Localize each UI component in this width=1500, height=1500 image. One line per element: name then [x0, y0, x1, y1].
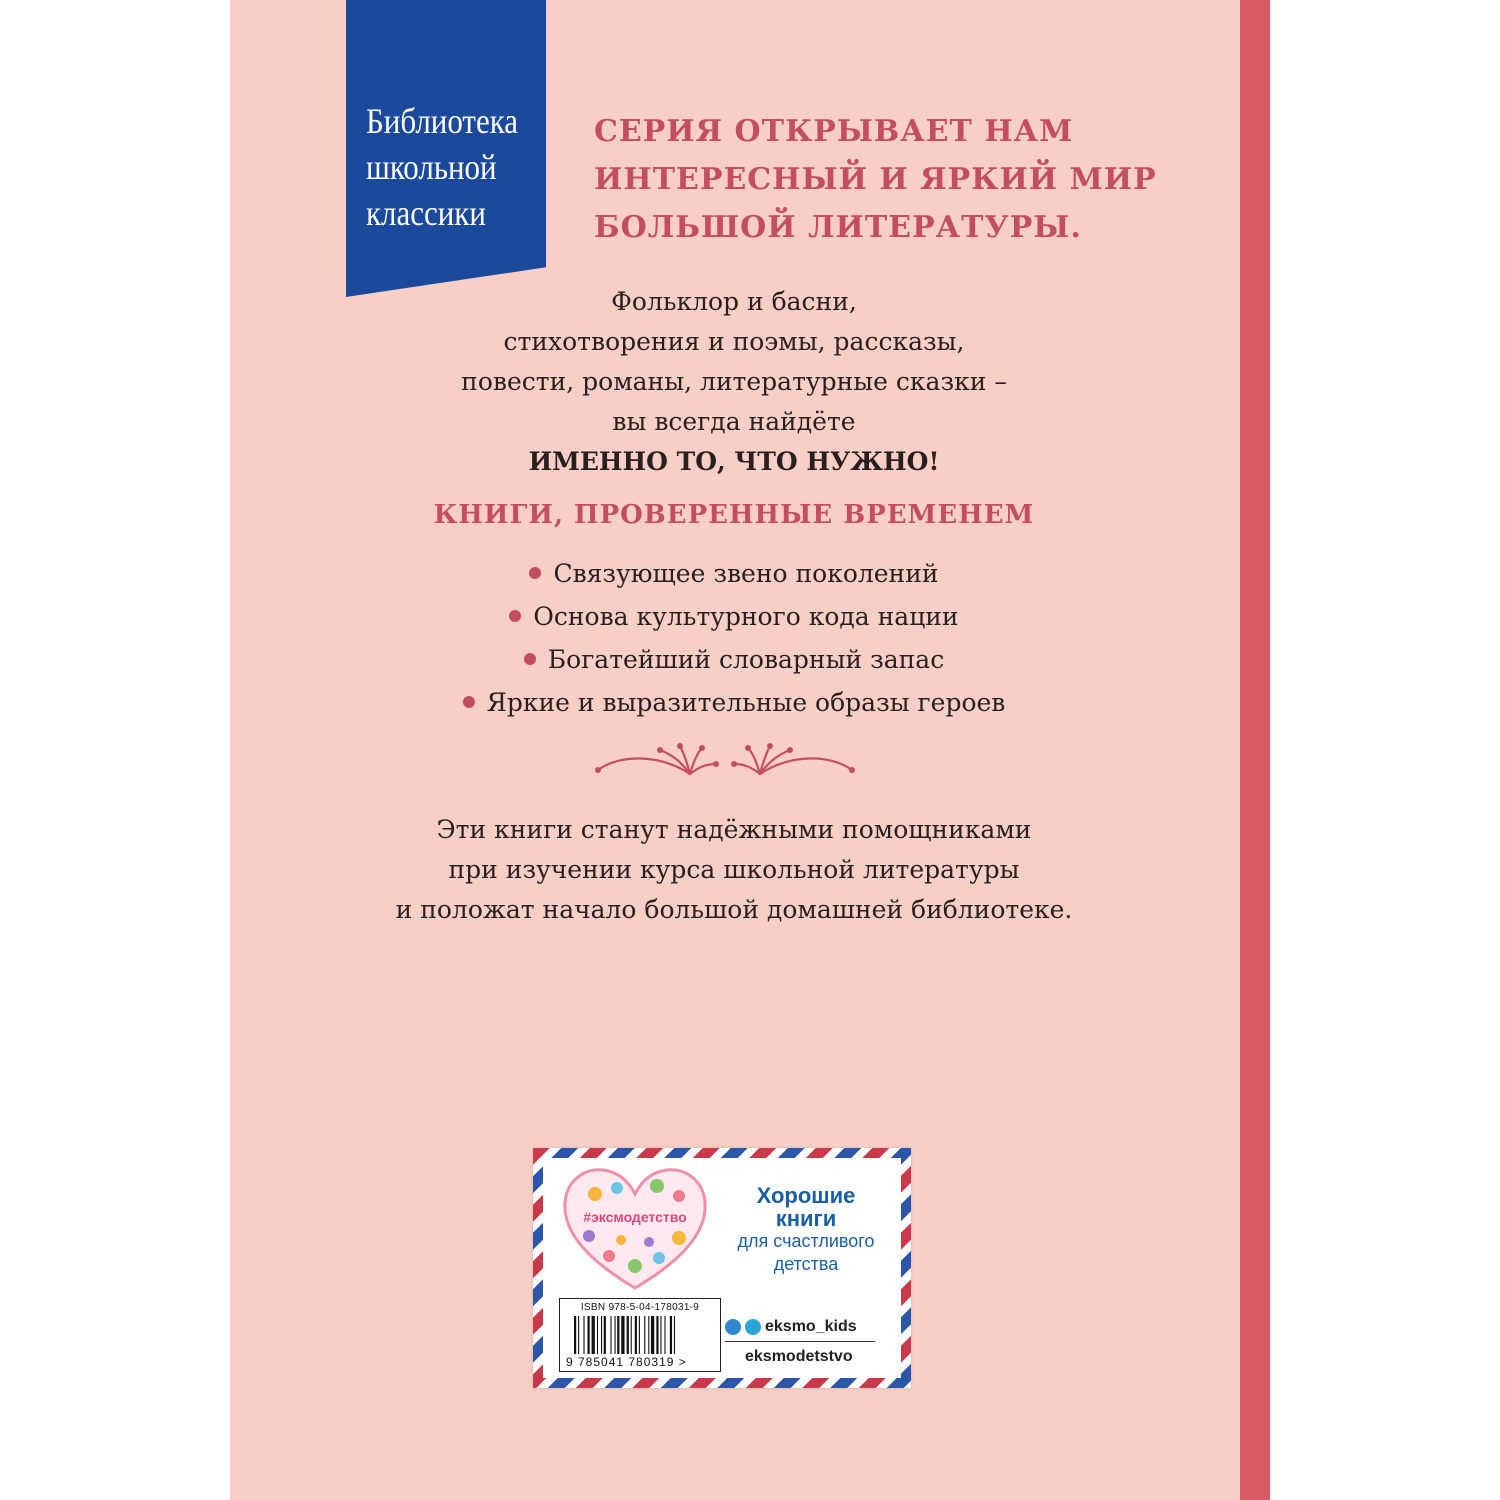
bullet-item	[346, 595, 1122, 638]
publisher-label	[533, 1148, 911, 1388]
ribbon-line: школьной	[366, 147, 497, 187]
intro-line: вы всегда найдёте	[612, 407, 856, 436]
flourish-ornament-icon	[590, 740, 860, 786]
tagline-line: книги	[775, 1206, 837, 1231]
isbn-number: ISBN 978-5-04-178031-9	[580, 1302, 700, 1313]
telegram-icon	[745, 1319, 761, 1335]
intro-paragraph	[346, 282, 1122, 482]
outro-line: при изучении курса школьной литературы	[448, 855, 1020, 884]
intro-line: стихотворения и поэмы, рассказы,	[503, 327, 965, 356]
heart-collage-icon	[561, 1166, 709, 1292]
social-links	[725, 1318, 895, 1366]
publisher-label-inner	[543, 1158, 901, 1378]
vk-icon	[725, 1319, 741, 1335]
bullet-text: Богатейший словарный запас	[547, 645, 945, 674]
outro-paragraph	[346, 810, 1122, 930]
bullet-text: Основа культурного кода нации	[533, 602, 959, 631]
book-spine-edge	[1240, 0, 1270, 1500]
headline	[594, 108, 1214, 252]
intro-emphasis: ИМЕННО ТО, ЧТО НУЖНО!	[528, 447, 940, 476]
headline-line: СЕРИЯ ОТКРЫВАЕТ НАМ	[594, 114, 1074, 149]
isbn-barcode-box	[559, 1298, 721, 1372]
subhead: КНИГИ, ПРОВЕРЕННЫЕ ВРЕМЕНЕМ	[433, 500, 1035, 530]
bullet-dot-icon	[529, 567, 541, 579]
bullet-dot-icon	[524, 653, 536, 665]
barcode-number: 9 785041 780319 >	[566, 1355, 687, 1369]
tagline-line: детства	[773, 1254, 839, 1274]
ribbon-line: Библиотека	[366, 101, 519, 141]
bullet-text: Связующее звено поколений	[553, 559, 939, 588]
bullet-text: Яркие и выразительные образы героев	[486, 688, 1006, 717]
hashtag-text: #эксмодетство	[583, 1209, 687, 1225]
headline-line: БОЛЬШОЙ ЛИТЕРАТУРЫ.	[594, 210, 1082, 245]
outro-line: Эти книги станут надёжными помощниками	[436, 815, 1032, 844]
ribbon-line: классики	[366, 193, 486, 233]
bullet-item	[346, 552, 1122, 595]
bullet-dot-icon	[463, 696, 475, 708]
intro-line: Фольклор и басни,	[611, 287, 857, 316]
social-handle[interactable]: eksmo_kids	[765, 1318, 857, 1335]
bullet-item	[346, 638, 1122, 681]
series-ribbon-title	[366, 98, 521, 236]
divider	[725, 1341, 875, 1342]
tagline-line: Хорошие	[756, 1183, 856, 1208]
headline-line: ИНТЕРЕСНЫЙ И ЯРКИЙ МИР	[594, 162, 1157, 197]
barcode-icon	[574, 1316, 706, 1354]
tagline	[713, 1184, 899, 1276]
bullet-list	[346, 552, 1122, 724]
bullet-item	[346, 681, 1122, 724]
social-row	[725, 1318, 895, 1336]
tagline-line: для счастливого	[737, 1231, 875, 1251]
outro-line: и положат начало большой домашней библиотеке.	[395, 895, 1073, 924]
intro-line: повести, романы, литературные сказки –	[461, 367, 1007, 396]
bullet-dot-icon	[509, 610, 521, 622]
social-handle[interactable]: eksmodetstvo	[745, 1348, 853, 1365]
